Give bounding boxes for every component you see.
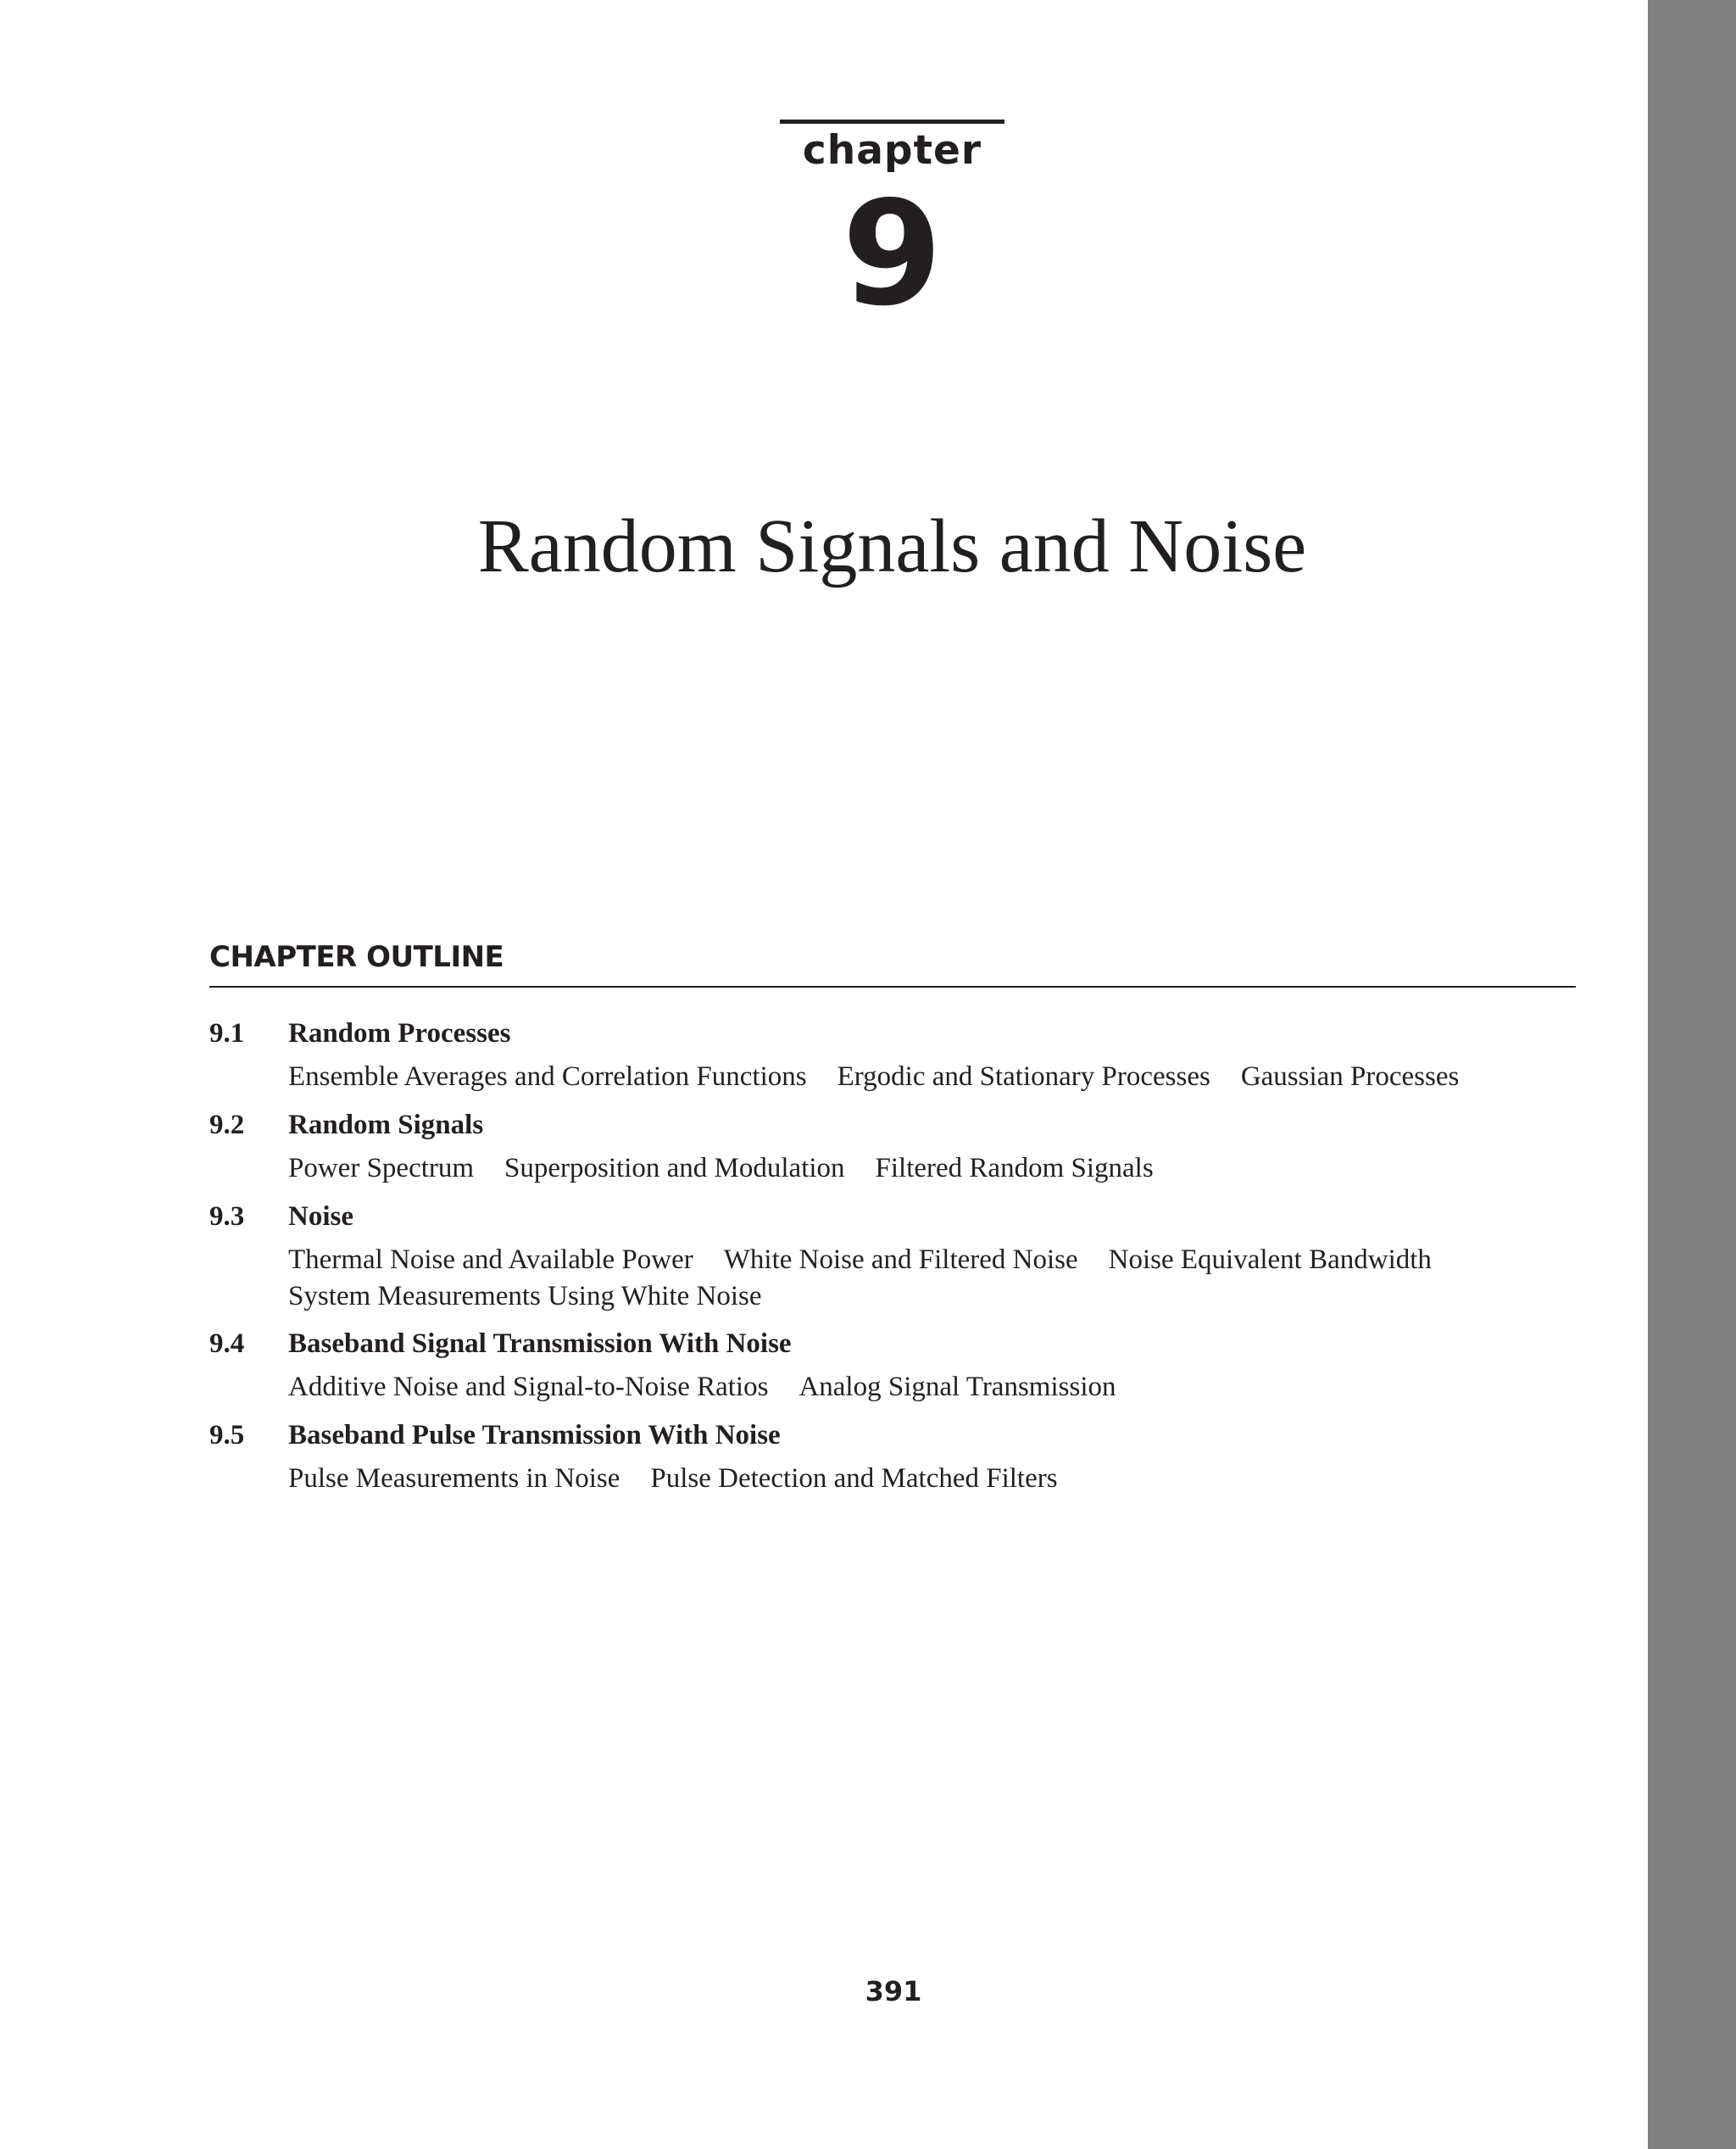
topic-item: Pulse Detection and Matched Filters [650,1463,1058,1494]
section-number: 9.5 [209,1420,245,1450]
section-title: Noise [288,1201,353,1232]
topic-line [288,1243,1432,1277]
section-number: 9.3 [209,1201,245,1232]
topic-item: Filtered Random Signals [875,1153,1154,1183]
chapter-rule [780,120,1004,124]
topic-line [288,1279,762,1313]
topic-item: Additive Noise and Signal-to-Noise Ratios [288,1372,769,1402]
section-title: Random Signals [288,1110,484,1140]
topic-item: Ensemble Averages and Correlation Functions [288,1061,807,1092]
topic-line [288,1151,1154,1185]
chapter-number: 9 [842,170,943,338]
topic-item: Power Spectrum [288,1153,475,1183]
section-title: Random Processes [288,1018,511,1049]
topic-line [288,1370,1116,1404]
section-number: 9.4 [209,1328,245,1359]
section-number: 9.2 [209,1110,245,1140]
topic-item: Noise Equivalent Bandwidth [1108,1244,1432,1275]
topic-line [288,1060,1459,1094]
section-title: Baseband Signal Transmission With Noise [288,1328,792,1359]
topic-item: Superposition and Modulation [504,1153,845,1183]
topic-item: Analog Signal Transmission [798,1372,1116,1402]
outline-heading: CHAPTER OUTLINE [209,940,504,974]
page-number: 391 [865,1975,922,2007]
topic-item: Gaussian Processes [1240,1061,1460,1092]
topic-item: White Noise and Filtered Noise [723,1244,1078,1275]
section-number: 9.1 [209,1018,245,1049]
topic-item: Thermal Noise and Available Power [288,1244,693,1275]
topic-item: Ergodic and Stationary Processes [837,1061,1210,1092]
page-edge-bar [1648,0,1736,2149]
outline-rule [209,986,1576,988]
chapter-title: Random Signals and Noise [477,504,1307,588]
topic-item: System Measurements Using White Noise [288,1281,762,1311]
chapter-label: chapter [802,127,982,174]
topic-item: Pulse Measurements in Noise [288,1463,620,1494]
topic-line [288,1461,1058,1495]
section-title: Baseband Pulse Transmission With Noise [288,1420,781,1450]
